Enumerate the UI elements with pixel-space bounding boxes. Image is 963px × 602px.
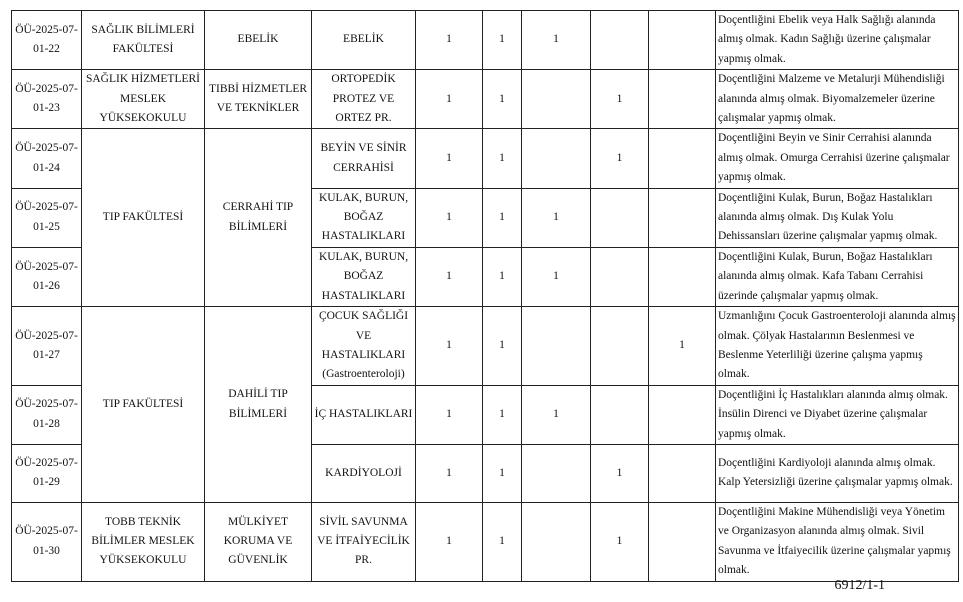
count-cell: 1	[591, 129, 649, 188]
count-cell: 1	[522, 385, 591, 444]
department-cell: DAHİLİ TIP BİLİMLERİ	[205, 307, 312, 503]
requirement-note: Doçentliğini Kulak, Burun, Boğaz Hastalıkları alanında almış olmak. Dış Kulak Yolu Dehissansları üzerine çalışmalar yapmış olmak.	[716, 188, 959, 247]
position-code: ÖÜ-2025-07-01-22	[12, 11, 82, 70]
requirement-note: Doçentliğini İç Hastalıkları alanında almış olmak. İnsülin Direnci ve Diyabet üzerine çalışmalar yapmış olmak.	[716, 385, 959, 444]
faculty-cell: TIP FAKÜLTESİ	[82, 307, 205, 503]
position-code: ÖÜ-2025-07-01-29	[12, 444, 82, 502]
count-cell: 1	[416, 444, 483, 502]
position-code: ÖÜ-2025-07-01-28	[12, 385, 82, 444]
count-cell: 1	[416, 502, 483, 581]
position-code: ÖÜ-2025-07-01-26	[12, 247, 82, 306]
position-code: ÖÜ-2025-07-01-30	[12, 502, 82, 581]
count-cell: 1	[483, 188, 522, 247]
count-cell	[649, 385, 716, 444]
count-cell	[522, 502, 591, 581]
faculty-cell: SAĞLIK BİLİMLERİ FAKÜLTESİ	[82, 11, 205, 70]
count-cell	[591, 307, 649, 386]
count-cell: 1	[522, 247, 591, 306]
count-cell: 1	[483, 70, 522, 129]
count-cell: 1	[483, 444, 522, 502]
requirement-note: Doçentliğini Kardiyoloji alanında almış olmak. Kalp Yetersizliği üzerine çalışmalar yapmış olmak.	[716, 444, 959, 502]
count-cell	[591, 385, 649, 444]
count-cell: 1	[483, 307, 522, 386]
position-code: ÖÜ-2025-07-01-24	[12, 129, 82, 188]
position-code: ÖÜ-2025-07-01-27	[12, 307, 82, 386]
table-row	[12, 11, 959, 70]
field-cell: ORTOPEDİK PROTEZ VE ORTEZ PR.	[312, 70, 416, 129]
count-cell: 1	[483, 385, 522, 444]
department-cell: EBELİK	[205, 11, 312, 70]
count-cell	[649, 247, 716, 306]
count-cell	[522, 444, 591, 502]
count-cell	[649, 502, 716, 581]
count-cell	[649, 129, 716, 188]
field-cell: KARDİYOLOJİ	[312, 444, 416, 502]
faculty-cell: SAĞLIK HİZMETLERİ MESLEK YÜKSEKOKULU	[82, 70, 205, 129]
field-cell: EBELİK	[312, 11, 416, 70]
position-code: ÖÜ-2025-07-01-25	[12, 188, 82, 247]
count-cell: 1	[483, 247, 522, 306]
requirement-note: Doçentliğini Makine Mühendisliği veya Yönetim ve Organizasyon alanında almış olmak. Sivil Savunma ve İtfaiyecilik üzerine çalışmalar yapmış olmak.	[716, 502, 959, 581]
table-row	[12, 129, 959, 188]
count-cell: 1	[522, 11, 591, 70]
requirement-note: Doçentliğini Malzeme ve Metalurji Mühendisliği alanında almış olmak. Biyomalzemeler üzerine çalışmalar yapmış olmak.	[716, 70, 959, 129]
field-cell: KULAK, BURUN, BOĞAZ HASTALIKLARI	[312, 247, 416, 306]
table-row	[12, 70, 959, 129]
field-cell: ÇOCUK SAĞLIĞI VE HASTALIKLARI (Gastroenteroloji)	[312, 307, 416, 386]
count-cell: 1	[416, 307, 483, 386]
field-cell: BEYİN VE SİNİR CERRAHİSİ	[312, 129, 416, 188]
count-cell	[591, 11, 649, 70]
table-row	[12, 502, 959, 581]
count-cell	[591, 247, 649, 306]
count-cell: 1	[416, 385, 483, 444]
count-cell: 1	[591, 444, 649, 502]
faculty-cell: TIP FAKÜLTESİ	[82, 129, 205, 307]
faculty-cell: TOBB TEKNİK BİLİMLER MESLEK YÜKSEKOKULU	[82, 502, 205, 581]
count-cell: 1	[416, 247, 483, 306]
count-cell: 1	[522, 188, 591, 247]
department-cell: MÜLKİYET KORUMA VE GÜVENLİK	[205, 502, 312, 581]
count-cell	[522, 307, 591, 386]
positions-table	[11, 10, 959, 582]
count-cell: 1	[483, 502, 522, 581]
count-cell: 1	[483, 129, 522, 188]
count-cell	[649, 70, 716, 129]
field-cell: İÇ HASTALIKLARI	[312, 385, 416, 444]
requirement-note: Doçentliğini Beyin ve Sinir Cerrahisi alanında almış olmak. Omurga Cerrahisi üzerine çalışmalar yapmış olmak.	[716, 129, 959, 188]
count-cell	[522, 70, 591, 129]
count-cell: 1	[416, 188, 483, 247]
count-cell	[649, 188, 716, 247]
count-cell	[522, 129, 591, 188]
count-cell	[591, 188, 649, 247]
count-cell	[649, 444, 716, 502]
requirement-note: Doçentliğini Kulak, Burun, Boğaz Hastalıkları alanında almış olmak. Kafa Tabanı Cerrahisi üzerinde çalışmalar yapmış olmak.	[716, 247, 959, 306]
position-code: ÖÜ-2025-07-01-23	[12, 70, 82, 129]
count-cell: 1	[416, 70, 483, 129]
count-cell: 1	[591, 70, 649, 129]
count-cell: 1	[416, 129, 483, 188]
table-row	[12, 307, 959, 386]
department-cell: CERRAHİ TIP BİLİMLERİ	[205, 129, 312, 307]
department-cell: TIBBİ HİZMETLER VE TEKNİKLER	[205, 70, 312, 129]
count-cell: 1	[416, 11, 483, 70]
count-cell: 1	[649, 307, 716, 386]
field-cell: SİVİL SAVUNMA VE İTFAİYECİLİK PR.	[312, 502, 416, 581]
count-cell	[649, 11, 716, 70]
count-cell: 1	[591, 502, 649, 581]
requirement-note: Doçentliğini Ebelik veya Halk Sağlığı alanında almış olmak. Kadın Sağlığı üzerine çalışmalar yapmış olmak.	[716, 11, 959, 70]
page-number: 6912/1-1	[834, 578, 885, 593]
requirement-note: Uzmanlığını Çocuk Gastroenteroloji alanında almış olmak. Çölyak Hastalarının Beslenmesi ve Beslenme Yeterliliği üzerine çalışma yapmış olmak.	[716, 307, 959, 386]
field-cell: KULAK, BURUN, BOĞAZ HASTALIKLARI	[312, 188, 416, 247]
count-cell: 1	[483, 11, 522, 70]
